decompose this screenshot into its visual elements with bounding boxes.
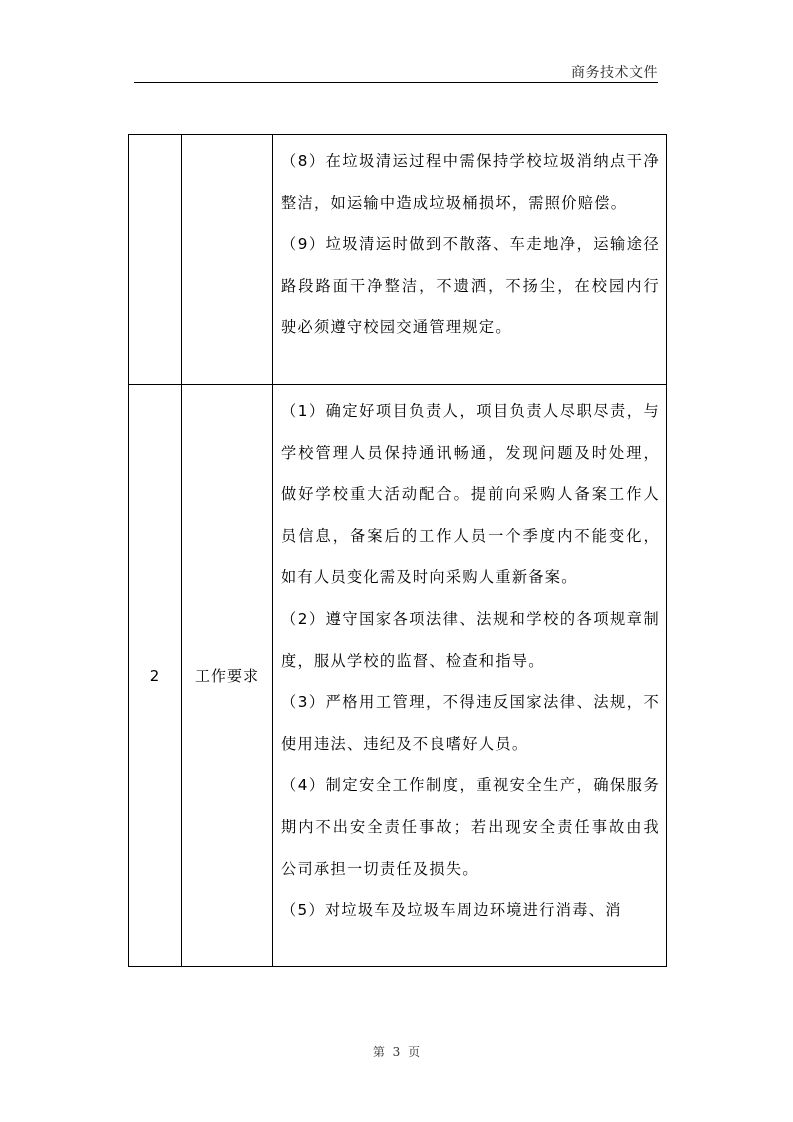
- row-title-cell: 工作要求: [182, 385, 273, 967]
- paragraph: （5）对垃圾车及垃圾车周边环境进行消毒、消: [281, 901, 622, 920]
- paragraph: （1）确定好项目负责人，项目负责人尽职尽责，与学校管理人员保持通讯畅通，发现问题及时处理，做好学校重大活动配合。提前向采购人备案工作人员信息，备案后的工作人员一个季度内不能变化，如有人员变化需及时向采购人重新备案。: [281, 402, 660, 587]
- row-content-cell: [273, 385, 667, 967]
- row-title-cell: [182, 135, 273, 385]
- row-number-cell: [129, 135, 182, 385]
- paragraph: （2）遵守国家各项法律、法规和学校的各项规章制度，服从学校的监督、检查和指导。: [281, 609, 660, 670]
- table-row: [129, 135, 667, 385]
- requirements-table: [128, 134, 667, 967]
- paragraph: （8）在垃圾清运过程中需保持学校垃圾消纳点干净整洁，如运输中造成垃圾桶损坏，需照价赔偿。: [281, 152, 660, 212]
- row-content-cell: [273, 135, 667, 385]
- paragraph: （9）垃圾清运时做到不散落、车走地净，运输途径路段路面干净整洁，不遗洒，不扬尘，在校园内行驶必须遵守校园交通管理规定。: [281, 235, 660, 337]
- paragraph: （3）严格用工管理，不得违反国家法律、法规，不使用违法、违纪及不良嗜好人员。: [281, 693, 660, 753]
- row-number-cell: 2: [129, 385, 182, 967]
- document-header-title: 商务技术文件: [571, 65, 658, 81]
- paragraph: （4）制定安全工作制度，重视安全生产，确保服务期内不出安全责任事故；若出现安全责任事故由我公司承担一切责任及损失。: [281, 776, 660, 878]
- header-divider: [134, 82, 658, 83]
- table-row: [129, 385, 667, 967]
- page-number: 第 3 页: [372, 1045, 421, 1059]
